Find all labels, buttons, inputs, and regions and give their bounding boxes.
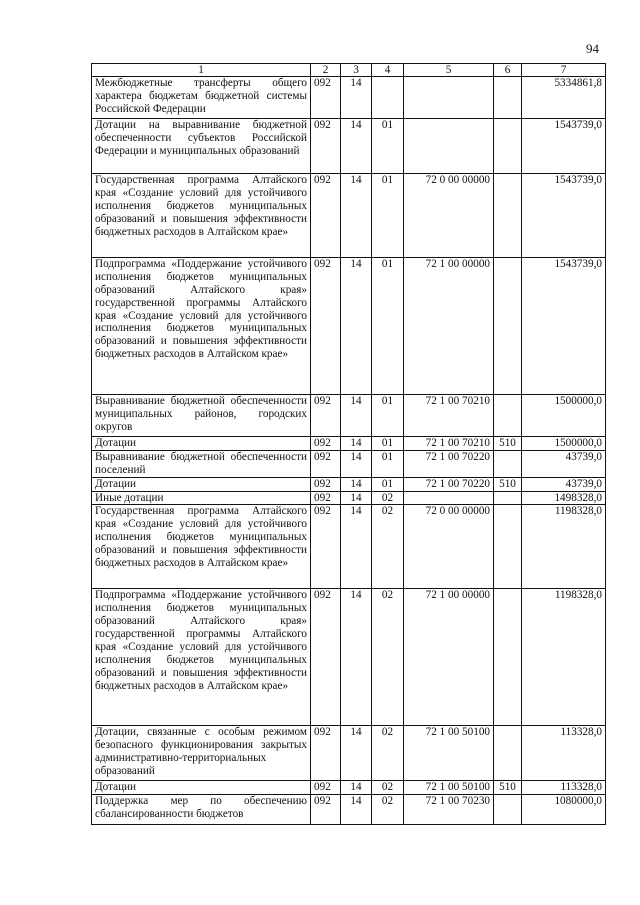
- cell-vr: 510: [494, 781, 522, 795]
- cell-vr: 510: [494, 477, 522, 491]
- cell-csr: 72 1 00 70220: [404, 450, 494, 477]
- cell-rz: 14: [341, 119, 372, 174]
- cell-csr: 72 0 00 00000: [404, 505, 494, 589]
- cell-vr: [494, 174, 522, 258]
- cell-vr: [494, 491, 522, 505]
- table-row: [92, 477, 606, 491]
- cell-rz: 14: [341, 437, 372, 451]
- cell-rz: 14: [341, 77, 372, 119]
- cell-csr: 72 1 00 70210: [404, 395, 494, 437]
- cell-rz: 14: [341, 477, 372, 491]
- cell-ved: 092: [311, 505, 341, 589]
- table-row: [92, 119, 606, 174]
- cell-name: Выравнивание бюджетной обеспеченности муниципальных районов, городских округов: [92, 395, 311, 437]
- cell-sum: 1080000,0: [522, 795, 606, 825]
- cell-pr: 01: [372, 450, 404, 477]
- cell-ved: 092: [311, 477, 341, 491]
- cell-vr: [494, 450, 522, 477]
- cell-name: Дотации: [92, 437, 311, 451]
- cell-ved: 092: [311, 395, 341, 437]
- cell-name: Дотации на выравнивание бюджетной обеспеченности субъектов Российской Федерации и муниципальных образований: [92, 119, 311, 174]
- cell-csr: 72 1 00 00000: [404, 258, 494, 395]
- cell-name: Подпрограмма «Поддержание устойчивого исполнения бюджетов муниципальных образований Алтайского края» государственной программы Алтайского края «Создание условий для устойчивого исполнения бюджетов муниципальных образований и повышения эффективности бюджетных расходов в Алтайском крае»: [92, 589, 311, 726]
- cell-pr: 01: [372, 437, 404, 451]
- cell-name: Поддержка мер по обеспечению сбалансированности бюджетов: [92, 795, 311, 825]
- cell-vr: [494, 726, 522, 781]
- cell-rz: 14: [341, 491, 372, 505]
- table-row: [92, 726, 606, 781]
- table-row: [92, 437, 606, 451]
- cell-sum: 1498328,0: [522, 491, 606, 505]
- table-row: [92, 258, 606, 395]
- cell-pr: 01: [372, 258, 404, 395]
- table-row: [92, 395, 606, 437]
- cell-rz: 14: [341, 726, 372, 781]
- cell-csr: 72 1 00 70230: [404, 795, 494, 825]
- cell-sum: 1198328,0: [522, 505, 606, 589]
- cell-pr: 01: [372, 174, 404, 258]
- cell-sum: 1543739,0: [522, 174, 606, 258]
- cell-ved: 092: [311, 174, 341, 258]
- cell-pr: 02: [372, 491, 404, 505]
- cell-sum: 113328,0: [522, 726, 606, 781]
- cell-name: Государственная программа Алтайского края «Создание условий для устойчивого исполнения бюджетов муниципальных образований и повышения эффективности бюджетных расходов в Алтайском крае»: [92, 174, 311, 258]
- cell-name: Государственная программа Алтайского края «Создание условий для устойчивого исполнения бюджетов муниципальных образований и повышения эффективности бюджетных расходов в Алтайском крае»: [92, 505, 311, 589]
- cell-ved: 092: [311, 726, 341, 781]
- cell-ved: 092: [311, 589, 341, 726]
- cell-vr: [494, 589, 522, 726]
- table-row: [92, 795, 606, 825]
- page-number: 94: [586, 41, 599, 56]
- table-row: [92, 77, 606, 119]
- cell-vr: [494, 395, 522, 437]
- cell-pr: 01: [372, 119, 404, 174]
- cell-name: Подпрограмма «Поддержание устойчивого исполнения бюджетов муниципальных образований Алтайского края» государственной программы Алтайского края «Создание условий для устойчивого исполнения бюджетов муниципальных образований и повышения эффективности бюджетных расходов в Алтайском крае»: [92, 258, 311, 395]
- cell-ved: 092: [311, 437, 341, 451]
- cell-pr: 01: [372, 395, 404, 437]
- cell-name: Дотации: [92, 477, 311, 491]
- cell-pr: 02: [372, 726, 404, 781]
- cell-csr: 72 1 00 70220: [404, 477, 494, 491]
- cell-vr: [494, 77, 522, 119]
- cell-vr: [494, 258, 522, 395]
- table-row: [92, 491, 606, 505]
- cell-csr: 72 0 00 00000: [404, 174, 494, 258]
- cell-pr: 02: [372, 795, 404, 825]
- header-col-5: 5: [404, 64, 494, 77]
- header-col-4: 4: [372, 64, 404, 77]
- table-row: [92, 450, 606, 477]
- header-row: [92, 64, 606, 77]
- cell-pr: 02: [372, 505, 404, 589]
- cell-sum: 1198328,0: [522, 589, 606, 726]
- cell-name: Иные дотации: [92, 491, 311, 505]
- cell-rz: 14: [341, 589, 372, 726]
- cell-vr: 510: [494, 437, 522, 451]
- cell-pr: 02: [372, 781, 404, 795]
- cell-name: Выравнивание бюджетной обеспеченности поселений: [92, 450, 311, 477]
- cell-ved: 092: [311, 77, 341, 119]
- cell-pr: 01: [372, 477, 404, 491]
- cell-vr: [494, 795, 522, 825]
- cell-rz: 14: [341, 174, 372, 258]
- cell-ved: 092: [311, 450, 341, 477]
- cell-sum: 1543739,0: [522, 119, 606, 174]
- cell-csr: [404, 77, 494, 119]
- header-col-6: 6: [494, 64, 522, 77]
- cell-sum: 1500000,0: [522, 395, 606, 437]
- cell-ved: 092: [311, 119, 341, 174]
- cell-csr: 72 1 00 00000: [404, 589, 494, 726]
- cell-name: Дотации, связанные с особым режимом безопасного функционирования закрытых административно-территориальных образований: [92, 726, 311, 781]
- cell-rz: 14: [341, 258, 372, 395]
- cell-sum: 43739,0: [522, 450, 606, 477]
- table-row: [92, 589, 606, 726]
- cell-csr: [404, 119, 494, 174]
- header-col-1: 1: [92, 64, 311, 77]
- cell-pr: [372, 77, 404, 119]
- cell-rz: 14: [341, 795, 372, 825]
- cell-pr: 02: [372, 589, 404, 726]
- cell-csr: 72 1 00 50100: [404, 781, 494, 795]
- cell-sum: 5334861,8: [522, 77, 606, 119]
- table-row: [92, 505, 606, 589]
- cell-name: Дотации: [92, 781, 311, 795]
- table-row: [92, 174, 606, 258]
- cell-rz: 14: [341, 395, 372, 437]
- header-col-7: 7: [522, 64, 606, 77]
- budget-table: [91, 63, 606, 825]
- cell-name: Межбюджетные трансферты общего характера бюджетам бюджетной системы Российской Федерации: [92, 77, 311, 119]
- cell-ved: 092: [311, 781, 341, 795]
- cell-vr: [494, 505, 522, 589]
- cell-rz: 14: [341, 781, 372, 795]
- cell-ved: 092: [311, 795, 341, 825]
- cell-csr: [404, 491, 494, 505]
- cell-csr: 72 1 00 50100: [404, 726, 494, 781]
- cell-csr: 72 1 00 70210: [404, 437, 494, 451]
- cell-rz: 14: [341, 450, 372, 477]
- cell-sum: 113328,0: [522, 781, 606, 795]
- cell-sum: 43739,0: [522, 477, 606, 491]
- header-col-2: 2: [311, 64, 341, 77]
- header-col-3: 3: [341, 64, 372, 77]
- table-body: [92, 77, 606, 825]
- cell-ved: 092: [311, 491, 341, 505]
- cell-ved: 092: [311, 258, 341, 395]
- cell-vr: [494, 119, 522, 174]
- cell-rz: 14: [341, 505, 372, 589]
- table-row: [92, 781, 606, 795]
- cell-sum: 1543739,0: [522, 258, 606, 395]
- cell-sum: 1500000,0: [522, 437, 606, 451]
